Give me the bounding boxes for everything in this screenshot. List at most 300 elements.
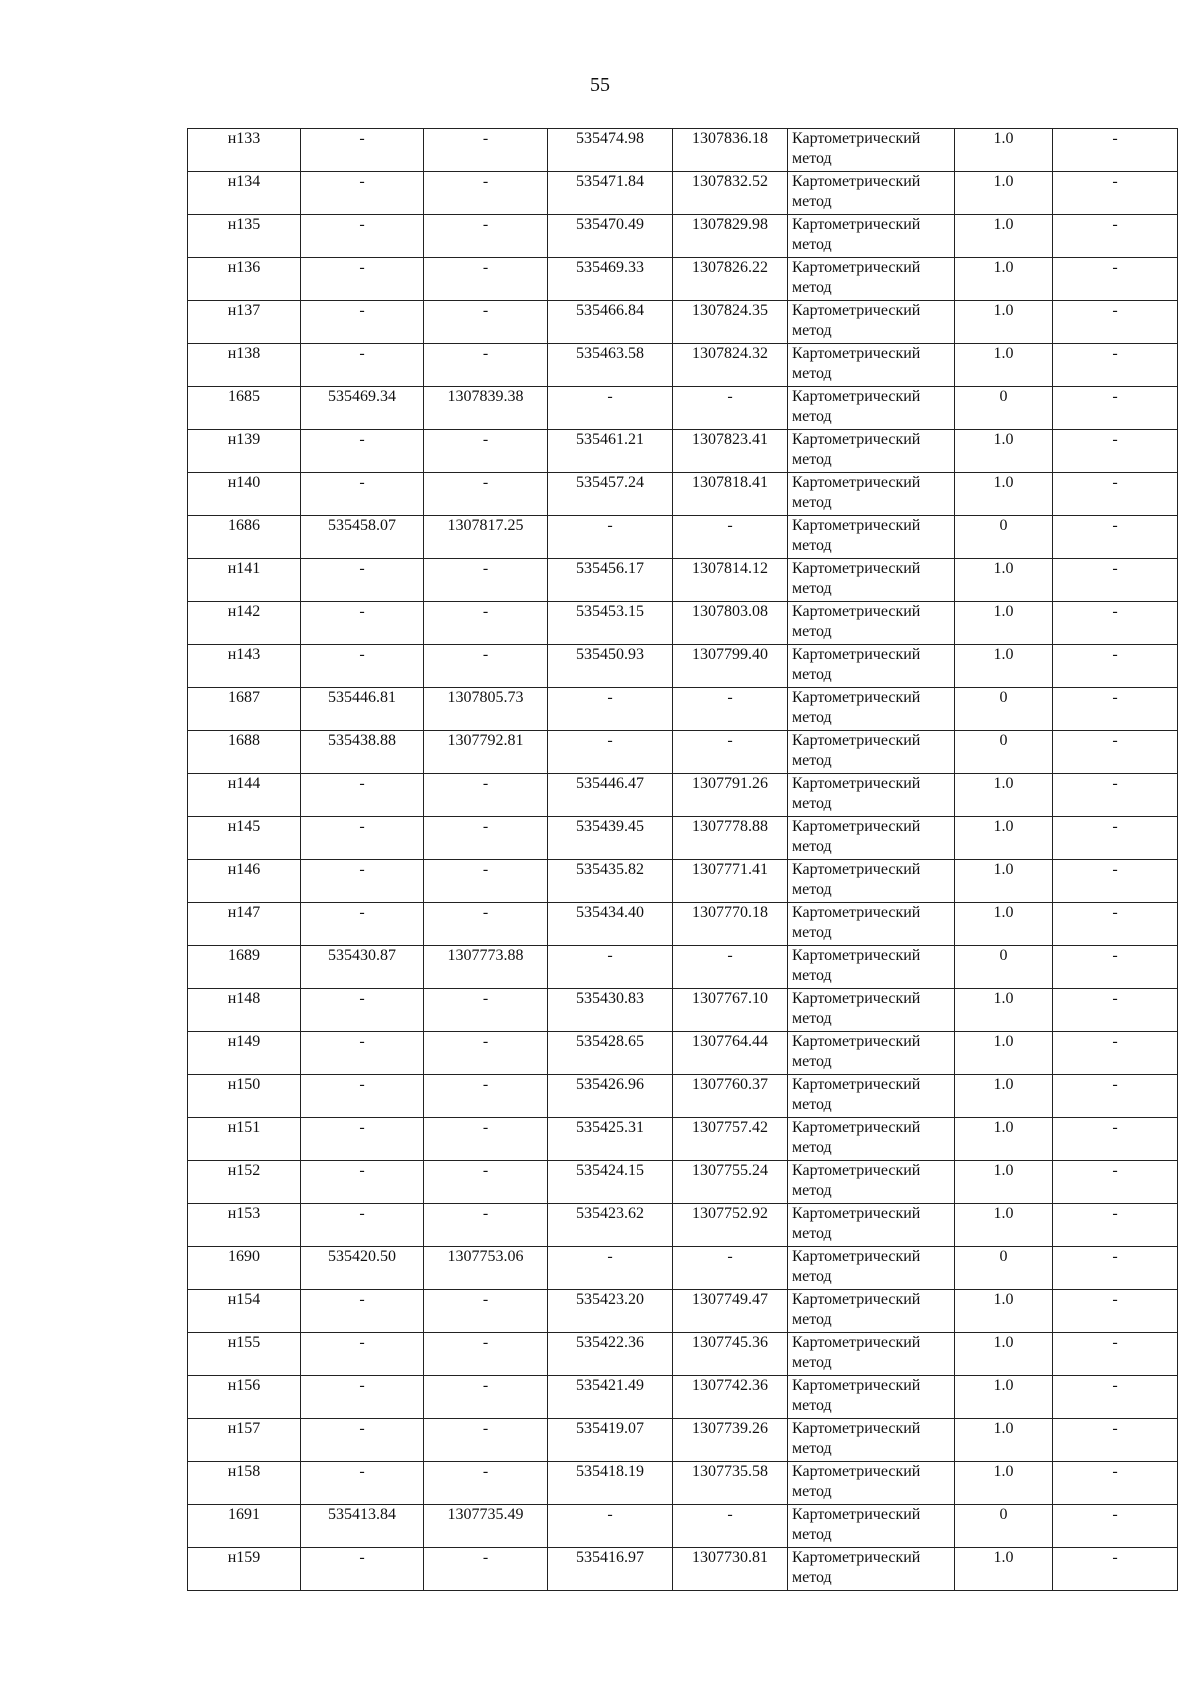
existing-y-cell: - (424, 645, 548, 688)
existing-x-cell: - (301, 559, 424, 602)
method-cell (788, 1376, 955, 1419)
new-y-cell: 1307836.18 (673, 129, 788, 172)
new-y-cell: 1307814.12 (673, 559, 788, 602)
method-line-1: Картометрический (792, 1076, 921, 1093)
existing-x-cell: 535420.50 (301, 1247, 424, 1290)
accuracy-cell: 1.0 (955, 172, 1053, 215)
existing-x-cell: - (301, 1075, 424, 1118)
accuracy-cell: 1.0 (955, 1118, 1053, 1161)
existing-x-cell: - (301, 1290, 424, 1333)
method-line-2: метод (792, 150, 832, 167)
method-cell (788, 1161, 955, 1204)
existing-y-cell: 1307792.81 (424, 731, 548, 774)
new-x-cell: - (548, 1505, 673, 1548)
new-x-cell: 535463.58 (548, 344, 673, 387)
point-id-cell: н157 (188, 1419, 301, 1462)
existing-y-cell: 1307773.88 (424, 946, 548, 989)
existing-y-cell: - (424, 559, 548, 602)
method-line-2: метод (792, 1182, 832, 1199)
method-line-2: метод (792, 924, 832, 941)
method-line-1: Картометрический (792, 1377, 921, 1394)
table-row (188, 215, 1178, 258)
method-cell (788, 258, 955, 301)
existing-y-cell: - (424, 1118, 548, 1161)
new-x-cell: 535466.84 (548, 301, 673, 344)
existing-y-cell: - (424, 473, 548, 516)
existing-x-cell: - (301, 215, 424, 258)
new-x-cell: - (548, 516, 673, 559)
method-line-2: метод (792, 279, 832, 296)
point-id-cell: н140 (188, 473, 301, 516)
accuracy-cell: 1.0 (955, 602, 1053, 645)
method-line-2: метод (792, 1096, 832, 1113)
description-cell: - (1053, 1118, 1178, 1161)
table-row (188, 602, 1178, 645)
description-cell: - (1053, 430, 1178, 473)
existing-y-cell: - (424, 1376, 548, 1419)
description-cell: - (1053, 1376, 1178, 1419)
page-number: 55 (590, 74, 610, 96)
point-id-cell: н134 (188, 172, 301, 215)
table-row (188, 258, 1178, 301)
method-cell (788, 301, 955, 344)
existing-x-cell: 535438.88 (301, 731, 424, 774)
table-row (188, 172, 1178, 215)
accuracy-cell: 0 (955, 387, 1053, 430)
table-row (188, 1505, 1178, 1548)
method-cell (788, 1290, 955, 1333)
method-cell (788, 430, 955, 473)
new-x-cell: - (548, 731, 673, 774)
method-line-2: метод (792, 1139, 832, 1156)
new-y-cell: - (673, 946, 788, 989)
method-line-1: Картометрический (792, 689, 921, 706)
point-id-cell: н137 (188, 301, 301, 344)
accuracy-cell: 0 (955, 731, 1053, 774)
new-x-cell: 535422.36 (548, 1333, 673, 1376)
new-y-cell: - (673, 731, 788, 774)
description-cell: - (1053, 301, 1178, 344)
method-line-1: Картометрический (792, 216, 921, 233)
table-row (188, 1290, 1178, 1333)
point-id-cell: н148 (188, 989, 301, 1032)
method-line-1: Картометрический (792, 130, 921, 147)
accuracy-cell: 1.0 (955, 301, 1053, 344)
new-x-cell: 535456.17 (548, 559, 673, 602)
existing-x-cell: - (301, 989, 424, 1032)
accuracy-cell: 1.0 (955, 129, 1053, 172)
new-y-cell: 1307767.10 (673, 989, 788, 1032)
new-y-cell: 1307823.41 (673, 430, 788, 473)
method-line-2: метод (792, 494, 832, 511)
description-cell: - (1053, 1075, 1178, 1118)
accuracy-cell: 1.0 (955, 1548, 1053, 1591)
method-cell (788, 559, 955, 602)
description-cell: - (1053, 688, 1178, 731)
table-row (188, 1247, 1178, 1290)
existing-y-cell: - (424, 1333, 548, 1376)
method-cell (788, 1204, 955, 1247)
method-cell (788, 731, 955, 774)
new-x-cell: 535423.62 (548, 1204, 673, 1247)
method-line-1: Картометрический (792, 345, 921, 362)
point-id-cell: н152 (188, 1161, 301, 1204)
new-y-cell: 1307757.42 (673, 1118, 788, 1161)
description-cell: - (1053, 129, 1178, 172)
new-x-cell: 535425.31 (548, 1118, 673, 1161)
table-row (188, 1419, 1178, 1462)
existing-x-cell: - (301, 1204, 424, 1247)
new-x-cell: 535416.97 (548, 1548, 673, 1591)
method-line-1: Картометрический (792, 646, 921, 663)
existing-x-cell: - (301, 344, 424, 387)
accuracy-cell: 0 (955, 1247, 1053, 1290)
accuracy-cell: 1.0 (955, 817, 1053, 860)
new-x-cell: 535419.07 (548, 1419, 673, 1462)
point-id-cell: н135 (188, 215, 301, 258)
accuracy-cell: 1.0 (955, 1333, 1053, 1376)
new-y-cell: 1307742.36 (673, 1376, 788, 1419)
existing-y-cell: - (424, 1290, 548, 1333)
method-line-2: метод (792, 322, 832, 339)
method-line-1: Картометрический (792, 302, 921, 319)
new-x-cell: 535435.82 (548, 860, 673, 903)
new-y-cell: 1307824.35 (673, 301, 788, 344)
table-row (188, 1204, 1178, 1247)
new-x-cell: 535423.20 (548, 1290, 673, 1333)
table-row (188, 1118, 1178, 1161)
point-id-cell: н146 (188, 860, 301, 903)
point-id-cell: н158 (188, 1462, 301, 1505)
method-cell (788, 1419, 955, 1462)
new-x-cell: 535450.93 (548, 645, 673, 688)
existing-x-cell: - (301, 1118, 424, 1161)
new-x-cell: - (548, 946, 673, 989)
new-x-cell: 535426.96 (548, 1075, 673, 1118)
method-line-2: метод (792, 1010, 832, 1027)
description-cell: - (1053, 344, 1178, 387)
method-line-1: Картометрический (792, 818, 921, 835)
table-row (188, 989, 1178, 1032)
description-cell: - (1053, 1032, 1178, 1075)
method-line-2: метод (792, 451, 832, 468)
table-row (188, 301, 1178, 344)
new-y-cell: - (673, 688, 788, 731)
existing-y-cell: - (424, 860, 548, 903)
description-cell: - (1053, 1419, 1178, 1462)
existing-x-cell: - (301, 602, 424, 645)
method-cell (788, 1548, 955, 1591)
table-row (188, 1462, 1178, 1505)
point-id-cell: 1688 (188, 731, 301, 774)
method-cell (788, 989, 955, 1032)
table-row (188, 774, 1178, 817)
new-y-cell: 1307760.37 (673, 1075, 788, 1118)
method-line-1: Картометрический (792, 259, 921, 276)
existing-y-cell: - (424, 1548, 548, 1591)
table-row (188, 731, 1178, 774)
method-cell (788, 387, 955, 430)
method-line-2: метод (792, 580, 832, 597)
method-line-2: метод (792, 967, 832, 984)
description-cell: - (1053, 946, 1178, 989)
description-cell: - (1053, 774, 1178, 817)
description-cell: - (1053, 989, 1178, 1032)
existing-x-cell: - (301, 301, 424, 344)
accuracy-cell: 1.0 (955, 1161, 1053, 1204)
existing-x-cell: - (301, 1548, 424, 1591)
table-row (188, 129, 1178, 172)
existing-x-cell: - (301, 430, 424, 473)
new-y-cell: - (673, 1247, 788, 1290)
method-line-2: метод (792, 1311, 832, 1328)
new-y-cell: - (673, 516, 788, 559)
method-line-1: Картометрический (792, 603, 921, 620)
description-cell: - (1053, 1204, 1178, 1247)
new-x-cell: 535461.21 (548, 430, 673, 473)
description-cell: - (1053, 903, 1178, 946)
table-row (188, 473, 1178, 516)
existing-x-cell: 535458.07 (301, 516, 424, 559)
existing-y-cell: - (424, 817, 548, 860)
accuracy-cell: 1.0 (955, 1204, 1053, 1247)
new-x-cell: 535471.84 (548, 172, 673, 215)
description-cell: - (1053, 1548, 1178, 1591)
method-line-1: Картометрический (792, 861, 921, 878)
new-y-cell: 1307752.92 (673, 1204, 788, 1247)
existing-y-cell: - (424, 301, 548, 344)
accuracy-cell: 1.0 (955, 1419, 1053, 1462)
method-cell (788, 172, 955, 215)
new-x-cell: 535446.47 (548, 774, 673, 817)
point-id-cell: н142 (188, 602, 301, 645)
point-id-cell: н156 (188, 1376, 301, 1419)
existing-y-cell: - (424, 344, 548, 387)
table-body (188, 129, 1178, 1591)
accuracy-cell: 1.0 (955, 1290, 1053, 1333)
point-id-cell: н133 (188, 129, 301, 172)
description-cell: - (1053, 559, 1178, 602)
existing-y-cell: - (424, 989, 548, 1032)
description-cell: - (1053, 473, 1178, 516)
point-id-cell: н143 (188, 645, 301, 688)
new-y-cell: 1307771.41 (673, 860, 788, 903)
method-cell (788, 516, 955, 559)
method-line-1: Картометрический (792, 1334, 921, 1351)
existing-x-cell: 535413.84 (301, 1505, 424, 1548)
accuracy-cell: 0 (955, 1505, 1053, 1548)
existing-x-cell: - (301, 258, 424, 301)
method-cell (788, 774, 955, 817)
point-id-cell: н138 (188, 344, 301, 387)
method-line-2: метод (792, 1526, 832, 1543)
method-cell (788, 1075, 955, 1118)
accuracy-cell: 1.0 (955, 473, 1053, 516)
existing-y-cell: - (424, 215, 548, 258)
method-line-1: Картометрический (792, 1420, 921, 1437)
table-row (188, 645, 1178, 688)
existing-y-cell: - (424, 1161, 548, 1204)
existing-y-cell: - (424, 129, 548, 172)
existing-y-cell: 1307839.38 (424, 387, 548, 430)
new-y-cell: 1307832.52 (673, 172, 788, 215)
method-line-1: Картометрический (792, 947, 921, 964)
existing-y-cell: - (424, 258, 548, 301)
table-row (188, 860, 1178, 903)
method-line-2: метод (792, 236, 832, 253)
description-cell: - (1053, 1247, 1178, 1290)
accuracy-cell: 1.0 (955, 860, 1053, 903)
table-row (188, 430, 1178, 473)
method-line-1: Картометрический (792, 388, 921, 405)
new-y-cell: 1307749.47 (673, 1290, 788, 1333)
point-id-cell: н159 (188, 1548, 301, 1591)
existing-x-cell: - (301, 645, 424, 688)
new-x-cell: 535469.33 (548, 258, 673, 301)
method-line-1: Картометрический (792, 1162, 921, 1179)
method-line-2: метод (792, 193, 832, 210)
method-line-1: Картометрический (792, 1463, 921, 1480)
description-cell: - (1053, 387, 1178, 430)
coordinates-table (187, 128, 1178, 1591)
method-line-1: Картометрический (792, 431, 921, 448)
accuracy-cell: 1.0 (955, 258, 1053, 301)
table-row (188, 516, 1178, 559)
method-line-2: метод (792, 1268, 832, 1285)
new-x-cell: 535421.49 (548, 1376, 673, 1419)
method-line-1: Картометрический (792, 173, 921, 190)
accuracy-cell: 1.0 (955, 1376, 1053, 1419)
method-line-1: Картометрический (792, 517, 921, 534)
method-line-1: Картометрический (792, 1248, 921, 1265)
description-cell: - (1053, 1462, 1178, 1505)
new-x-cell: - (548, 688, 673, 731)
description-cell: - (1053, 860, 1178, 903)
table-row (188, 1032, 1178, 1075)
method-cell (788, 129, 955, 172)
method-line-2: метод (792, 666, 832, 683)
accuracy-cell: 1.0 (955, 344, 1053, 387)
method-line-1: Картометрический (792, 1205, 921, 1222)
method-cell (788, 1032, 955, 1075)
existing-x-cell: 535446.81 (301, 688, 424, 731)
new-y-cell: 1307764.44 (673, 1032, 788, 1075)
point-id-cell: н153 (188, 1204, 301, 1247)
description-cell: - (1053, 731, 1178, 774)
method-line-2: метод (792, 881, 832, 898)
existing-y-cell: - (424, 1419, 548, 1462)
existing-y-cell: 1307735.49 (424, 1505, 548, 1548)
accuracy-cell: 1.0 (955, 430, 1053, 473)
existing-y-cell: 1307817.25 (424, 516, 548, 559)
table-row (188, 1161, 1178, 1204)
accuracy-cell: 1.0 (955, 1032, 1053, 1075)
method-cell (788, 215, 955, 258)
method-cell (788, 1505, 955, 1548)
new-x-cell: 535439.45 (548, 817, 673, 860)
accuracy-cell: 1.0 (955, 645, 1053, 688)
description-cell: - (1053, 215, 1178, 258)
new-y-cell: 1307826.22 (673, 258, 788, 301)
point-id-cell: н141 (188, 559, 301, 602)
existing-x-cell: 535430.87 (301, 946, 424, 989)
method-line-1: Картометрический (792, 775, 921, 792)
method-line-2: метод (792, 1225, 832, 1242)
description-cell: - (1053, 602, 1178, 645)
method-line-1: Картометрический (792, 990, 921, 1007)
point-id-cell: 1685 (188, 387, 301, 430)
method-cell (788, 1118, 955, 1161)
method-line-2: метод (792, 795, 832, 812)
new-y-cell: - (673, 387, 788, 430)
table-row (188, 903, 1178, 946)
existing-x-cell: - (301, 1462, 424, 1505)
new-y-cell: 1307778.88 (673, 817, 788, 860)
existing-y-cell: - (424, 1075, 548, 1118)
new-y-cell: 1307799.40 (673, 645, 788, 688)
accuracy-cell: 1.0 (955, 989, 1053, 1032)
new-y-cell: 1307791.26 (673, 774, 788, 817)
method-line-1: Картометрический (792, 560, 921, 577)
method-line-2: метод (792, 838, 832, 855)
method-line-2: метод (792, 709, 832, 726)
existing-y-cell: - (424, 1204, 548, 1247)
existing-x-cell: - (301, 172, 424, 215)
existing-y-cell: - (424, 602, 548, 645)
new-x-cell: 535430.83 (548, 989, 673, 1032)
accuracy-cell: 1.0 (955, 903, 1053, 946)
accuracy-cell: 0 (955, 688, 1053, 731)
table-row (188, 1548, 1178, 1591)
method-line-1: Картометрический (792, 1119, 921, 1136)
existing-y-cell: - (424, 172, 548, 215)
existing-x-cell: - (301, 1333, 424, 1376)
existing-x-cell: - (301, 1161, 424, 1204)
method-line-2: метод (792, 408, 832, 425)
existing-y-cell: - (424, 430, 548, 473)
existing-y-cell: - (424, 1462, 548, 1505)
new-x-cell: 535428.65 (548, 1032, 673, 1075)
existing-x-cell: - (301, 129, 424, 172)
existing-x-cell: - (301, 817, 424, 860)
new-y-cell: 1307730.81 (673, 1548, 788, 1591)
accuracy-cell: 0 (955, 946, 1053, 989)
point-id-cell: н154 (188, 1290, 301, 1333)
description-cell: - (1053, 516, 1178, 559)
method-cell (788, 817, 955, 860)
method-cell (788, 602, 955, 645)
existing-x-cell: 535469.34 (301, 387, 424, 430)
method-cell (788, 946, 955, 989)
new-y-cell: 1307755.24 (673, 1161, 788, 1204)
method-cell (788, 645, 955, 688)
new-x-cell: 535470.49 (548, 215, 673, 258)
method-cell (788, 1247, 955, 1290)
existing-x-cell: - (301, 1032, 424, 1075)
new-y-cell: - (673, 1505, 788, 1548)
new-y-cell: 1307824.32 (673, 344, 788, 387)
table-row (188, 1333, 1178, 1376)
accuracy-cell: 0 (955, 516, 1053, 559)
description-cell: - (1053, 1505, 1178, 1548)
new-y-cell: 1307739.26 (673, 1419, 788, 1462)
point-id-cell: н136 (188, 258, 301, 301)
point-id-cell: н149 (188, 1032, 301, 1075)
description-cell: - (1053, 1161, 1178, 1204)
existing-x-cell: - (301, 1376, 424, 1419)
new-x-cell: 535474.98 (548, 129, 673, 172)
new-x-cell: 535418.19 (548, 1462, 673, 1505)
